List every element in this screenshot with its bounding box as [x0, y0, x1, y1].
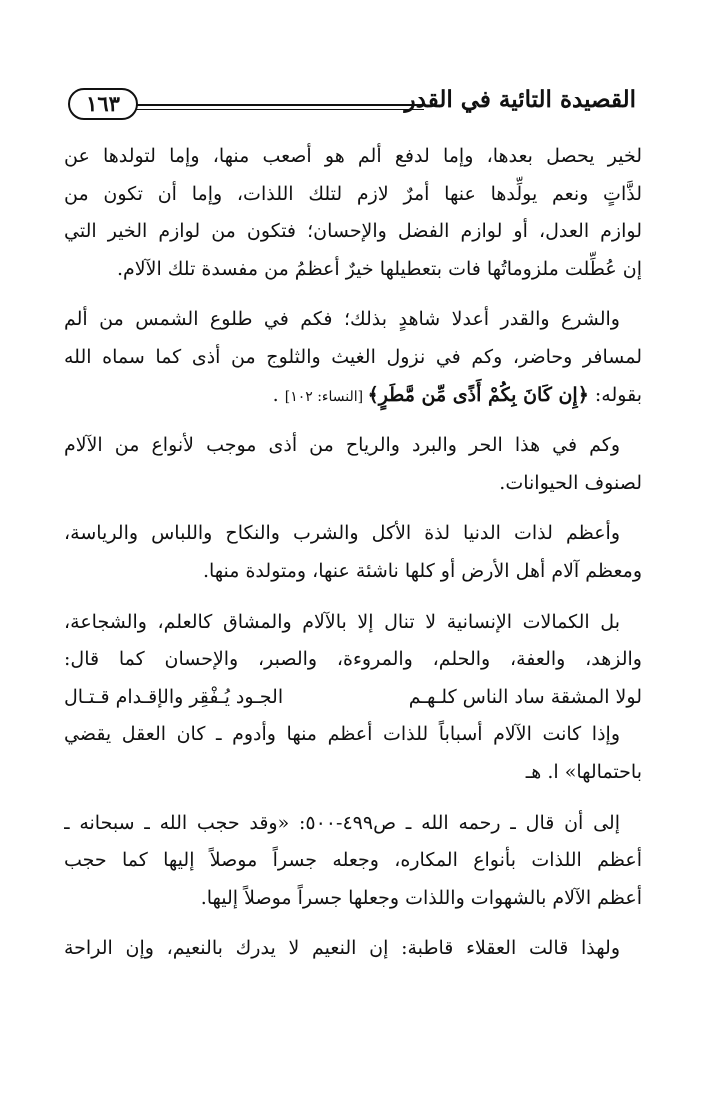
text-line: وأعظم لذات الدنيا لذة الأكل والشرب والنكاح واللباس والرياسة، [64, 522, 620, 545]
paragraph [64, 515, 642, 590]
text-line: لمسافر وحاضر، وكم في نزول الغيث والثلوج من أذى كما سماه الله [64, 345, 642, 368]
text-line: باحتمالها» ا. هـ [525, 760, 642, 783]
poetry-verse [64, 679, 642, 717]
paragraph [64, 301, 642, 414]
paragraph [64, 930, 642, 968]
paragraph [64, 138, 642, 288]
text-line: إن عُطِّلت ملزوماتُها فات بتعطيلها خيرٌ أعظمُ من مفسدة تلك الآلام. [117, 257, 642, 280]
page-number: ١٦٣ [68, 88, 138, 120]
text-line: أعظم الآلام بالشهوات واللذات وجعلها جسراً موصلاً إليها. [200, 886, 642, 909]
text-line: والشرع والقدر أعدلا شاهدٍ بذلك؛ فكم في طلوع الشمس من ألم [64, 308, 620, 331]
text-segment: بقوله: [588, 383, 642, 406]
verse-reference: [النساء: ١٠٢] [284, 388, 368, 405]
running-title: القصيدة التائية في القدر [404, 86, 636, 113]
paragraph [64, 427, 642, 502]
text-line: لصنوف الحيوانات. [499, 471, 642, 494]
text-line: وإذا كانت الآلام أسباباً للذات أعظم منها وأدوم ـ كان العقل يقضي [64, 723, 620, 746]
text-line: بل الكمالات الإنسانية لا تنال إلا بالآلام والمشاق كالعلم، والشجاعة، [64, 610, 620, 633]
text-line: لخير يحصل بعدها، وإما لدفع ألم هو أصعب منها، وإما لتولدها عن [64, 145, 642, 167]
text-line: والزهد، والعفة، والحلم، والمروءة، والصبر، والإحسان كما قال: [64, 648, 642, 671]
text-line: وكم في هذا الحر والبرد والرياح من أذى موجب لأنواع من الآلام [64, 434, 620, 457]
text-line [64, 377, 642, 415]
text-line: لذَّاتٍ ونعم يولِّدها عنها أمرٌ لازم لتلك اللذات، وإما أن تكون من [64, 182, 642, 205]
quran-verse: ﴿إِن كَانَ بِكُمْ أَذًى مِّن مَّطَرٍ﴾ [367, 383, 589, 406]
first-hemistich: لولا المشقة ساد الناس كلـهـم [408, 685, 642, 708]
paragraph [64, 805, 642, 918]
second-hemistich: الجـود يُـفْقِر والإقـدام قـتـال [64, 685, 284, 708]
text-line: إلى أن قال ـ رحمه الله ـ ص٤٩٩-٥٠٠: «وقد حجب الله ـ سبحانه ـ [64, 811, 620, 834]
page-body [64, 138, 642, 981]
text-segment: . [272, 383, 285, 406]
text-line: ولهذا قالت العقلاء قاطبة: إن النعيم لا يدرك بالنعيم، وإن الراحة [64, 937, 620, 960]
page-header [68, 84, 636, 128]
text-line: ومعظم آلام أهل الأرض أو كلها ناشئة عنها، ومتولدة منها. [202, 559, 642, 582]
text-line: لوازم العدل، أو لوازم الفضل والإحسان؛ فتكون من لوازم الخير التي [64, 220, 642, 243]
text-line: أعظم اللذات بأنواع المكاره، وجعله جسراً موصلاً إليها كما حجب [64, 849, 642, 872]
header-rule [132, 104, 424, 110]
paragraph [64, 604, 642, 792]
